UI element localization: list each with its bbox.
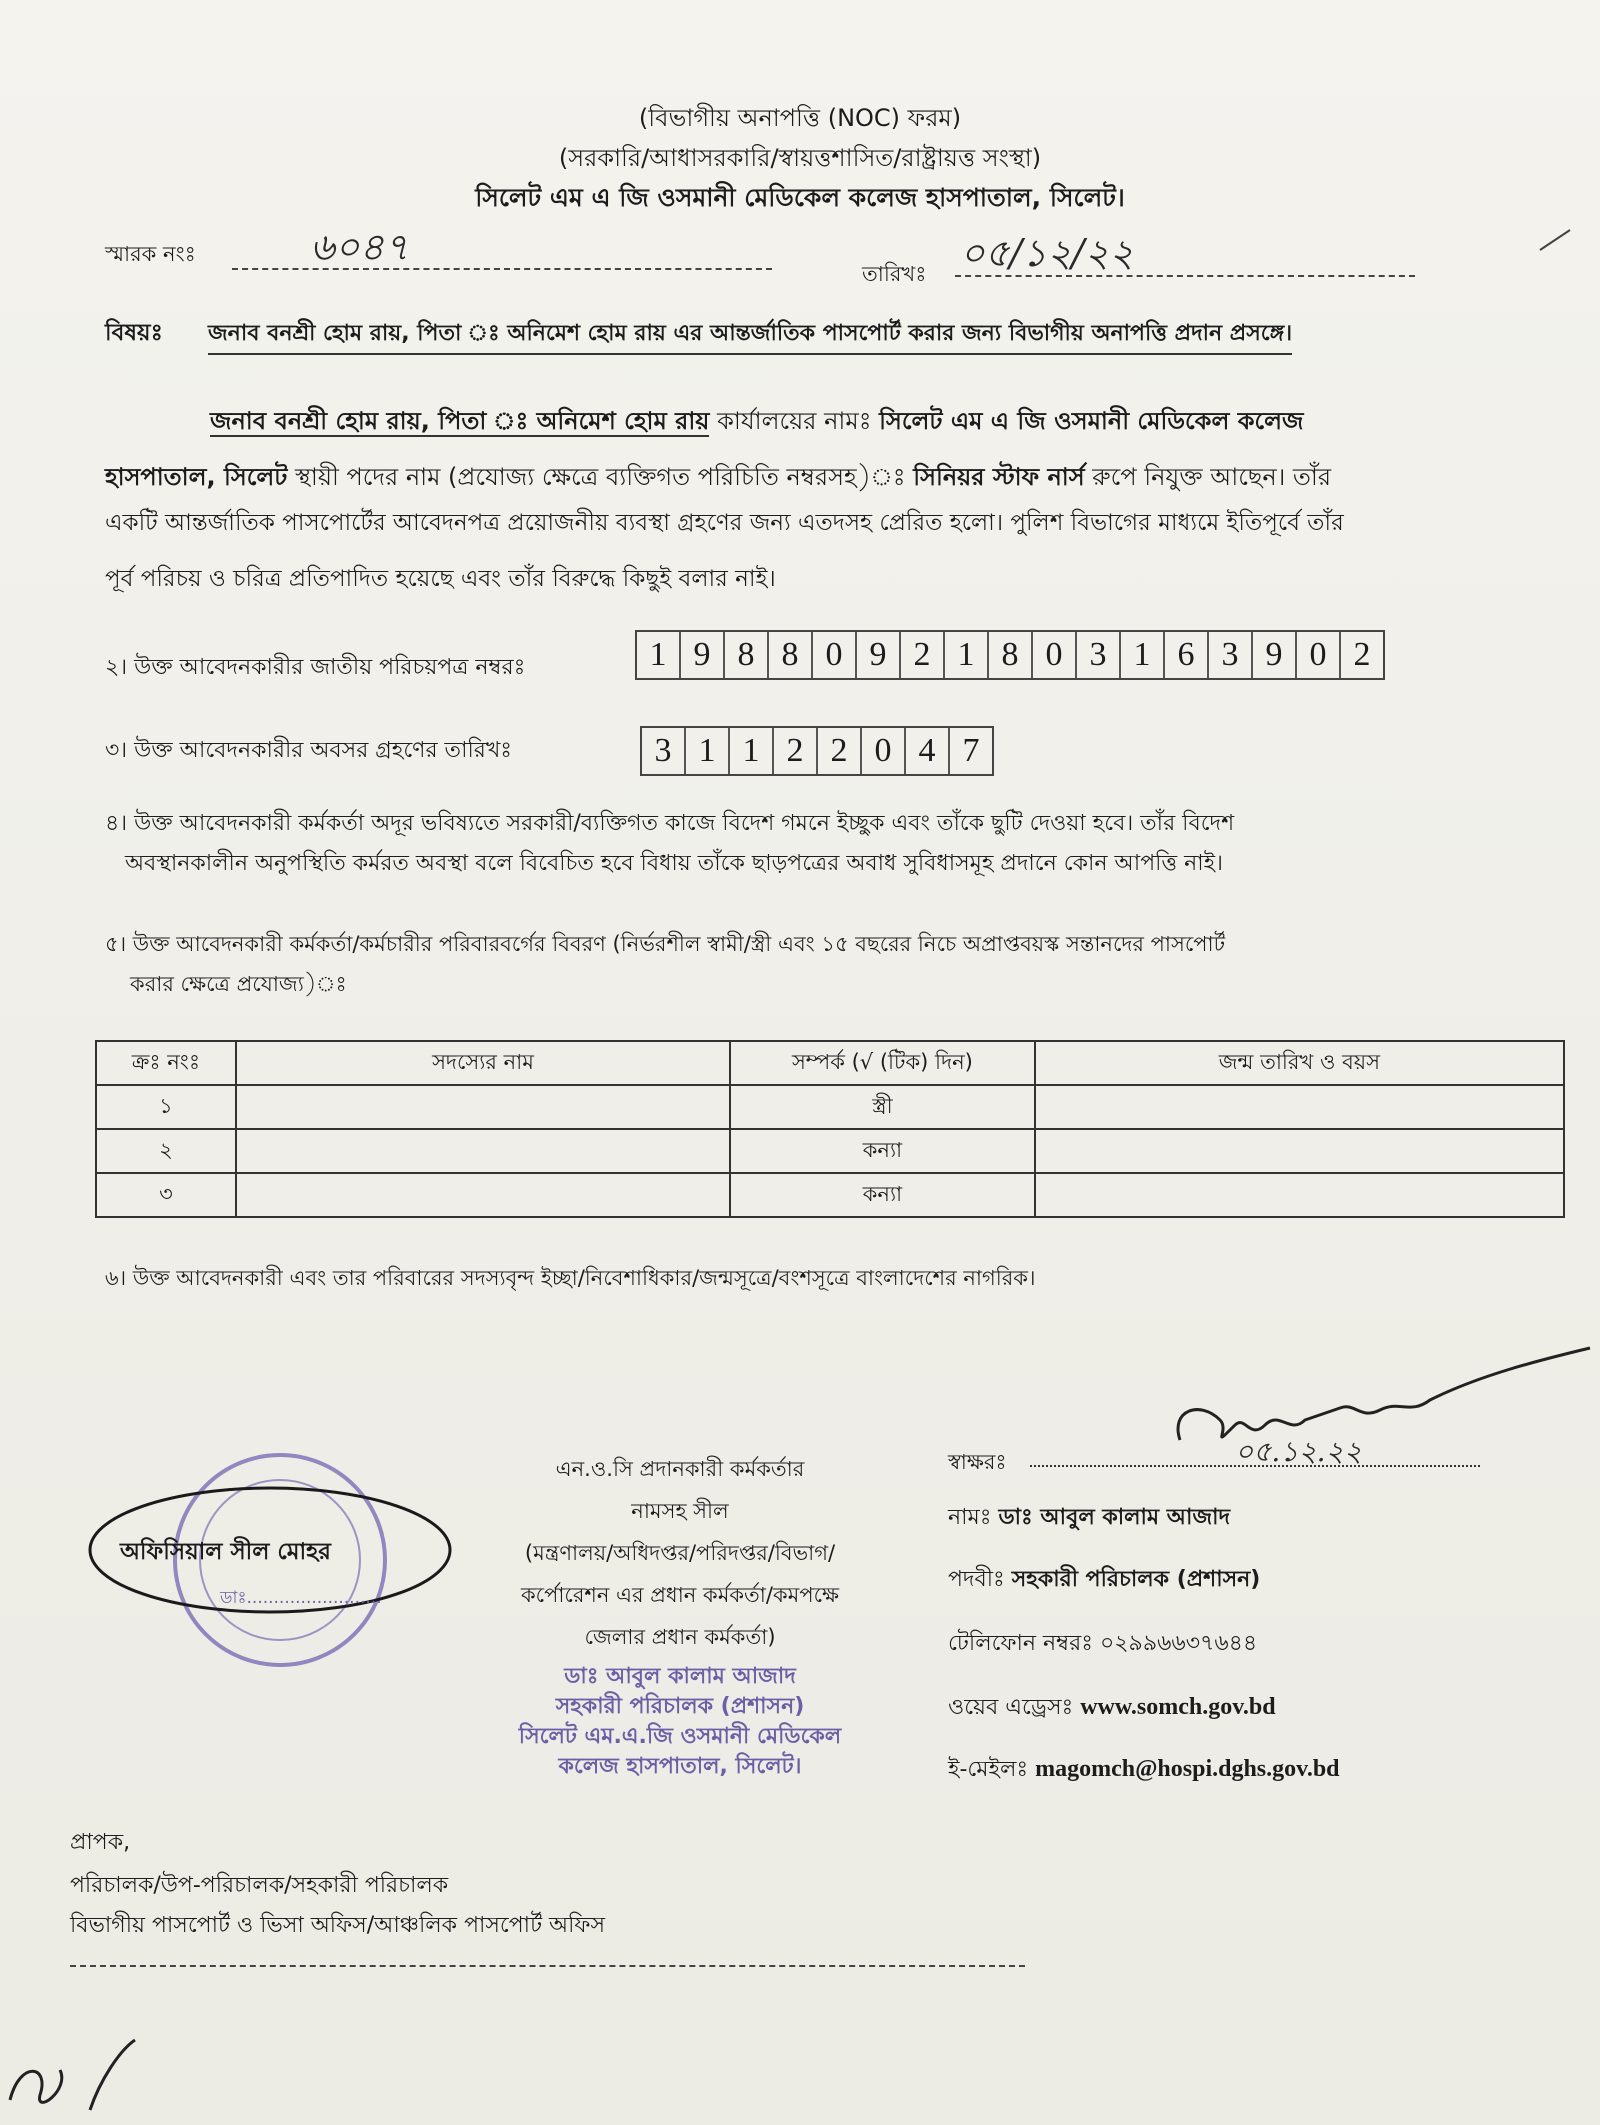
signature-date: ০৫.১২.২২	[1235, 1435, 1362, 1468]
item6-text: ৬। উক্ত আবেদনকারী এবং তার পরিবারের সদস্যবৃন্দ ইচ্ছা/নিবেশাধিকার/জন্মসূত্রে/বংশসূত্রে বাংলাদেশের নাগরিক।	[105, 1266, 1036, 1290]
post-name: সিনিয়র স্টাফ নার্স	[913, 463, 1085, 491]
email-label: ই-মেইলঃ	[948, 1757, 1029, 1782]
item4-line1: ৪। উক্ত আবেদনকারী কর্মকর্তা অদূর ভবিষ্যতে সরকারী/ব্যক্তিগত কাজে বিদেশ গমনে ইচ্ছুক এবং তাঁকে ছুটি দেওয়া হবে। তাঁর বিদেশ	[105, 811, 1235, 836]
memo-label: স্মারক নংঃ	[105, 242, 196, 266]
form-title-line2: (সরকারি/আধাসরকারি/স্বায়ত্তশাসিত/রাষ্ট্রায়ত্ত সংস্থা)	[558, 144, 1042, 172]
web-address: www.somch.gov.bd	[1080, 1694, 1276, 1720]
office-name-part2: হাসপাতাল, সিলেট	[105, 463, 288, 491]
date-label: তারিখঃ	[862, 262, 927, 286]
phone-number: ০২৯৯৬৬৩৭৬৪৪	[1099, 1631, 1258, 1656]
col-relation: সম্পর্ক (√ (টিক) দিন)	[730, 1041, 1035, 1085]
nid-digit: 6	[1165, 632, 1209, 678]
cell-member-name	[236, 1173, 730, 1217]
stamp-line1: ডাঃ আবুল কালাম আজাদ	[564, 1664, 796, 1689]
stamp-line2: সহকারী পরিচালক (প্রশাসন)	[555, 1694, 805, 1719]
officer-seal-block	[470, 1448, 890, 1658]
officer-line3: (মন্ত্রণালয়/অধিদপ্তর/পরিদপ্তর/বিভাগ/	[524, 1541, 836, 1565]
cell-member-name	[236, 1129, 730, 1173]
family-table-header	[96, 1041, 1564, 1085]
table-row	[96, 1085, 1564, 1129]
table-row	[96, 1129, 1564, 1173]
nid-digit: 0	[813, 632, 857, 678]
item5-line2: করার ক্ষেত্রে প্রযোজ্য)ঃ	[130, 972, 347, 996]
officer-title-row	[948, 1562, 1260, 1599]
officer-line5: জেলার প্রধান কর্মকর্তা)	[584, 1625, 776, 1649]
item4-line2: অবস্থানকালীন অনুপস্থিতি কর্মরত অবস্থা বলে বিবেচিত হবে বিধায় তাঁকে ছাড়পত্রের অবাধ সুবিধাসমূহ প্রদানে কোন আপত্তি নাই।	[125, 851, 1223, 876]
retirement-digit: 2	[818, 728, 862, 774]
retirement-label: ৩। উক্ত আবেদনকারীর অবসর গ্রহণের তারিখঃ	[105, 738, 513, 763]
applicant-name: জনাব বনশ্রী হোম রায়, পিতা ঃ অনিমেশ হোম রায়	[210, 407, 710, 435]
office-label: কার্যালয়ের নামঃ	[717, 407, 872, 435]
email-address: magomch@hospi.dghs.gov.bd	[1035, 1756, 1340, 1782]
web-label: ওয়েব এড্রেসঃ	[948, 1695, 1074, 1720]
nid-digit: 0	[1033, 632, 1077, 678]
cell-relation: কন্যা	[730, 1173, 1035, 1217]
nid-digit-boxes	[635, 630, 1385, 680]
cell-birth-date-age	[1035, 1129, 1564, 1173]
subject-text: জনাব বনশ্রী হোম রায়, পিতা ঃ অনিমেশ হোম রায় এর আন্তর্জাতিক পাসপোর্ট করার জন্য বিভাগীয় অনাপত্তি প্রদান প্রসঙ্গে।	[208, 316, 1292, 355]
phone-label: টেলিফোন নম্বরঃ	[948, 1631, 1093, 1656]
nid-digit: 2	[901, 632, 945, 678]
web-row	[948, 1690, 1276, 1727]
cell-serial: ৩	[96, 1173, 236, 1217]
cell-serial: ২	[96, 1129, 236, 1173]
officer-line1: এন.ও.সি প্রদানকারী কর্মকর্তার	[555, 1457, 805, 1481]
office-name-part1: সিলেট এম এ জি ওসমানী মেডিকেল কলেজ	[879, 407, 1304, 435]
retirement-digit: 1	[686, 728, 730, 774]
seal-doctor-line: ডাঃ.........................	[220, 1588, 382, 1608]
table-row	[96, 1173, 1564, 1217]
corner-mark	[1535, 225, 1575, 255]
nid-digit: 9	[857, 632, 901, 678]
recipient-address-line	[70, 1965, 1025, 1967]
col-serial: ক্রঃ নংঃ	[96, 1041, 236, 1085]
official-seal-label: অফিসিয়াল সীল মোহর	[120, 1539, 331, 1565]
retirement-digit: 4	[906, 728, 950, 774]
officer-name: ডাঃ আবুল কালাম আজাদ	[998, 1505, 1231, 1530]
subject-label: বিষয়ঃ	[105, 320, 163, 346]
retirement-digit: 2	[774, 728, 818, 774]
nid-digit: 9	[681, 632, 725, 678]
retirement-digit: 1	[730, 728, 774, 774]
post-tail: রুপে নিযুক্ত আছেন। তাঁর	[1092, 463, 1332, 491]
stamp-line3: সিলেট এম.এ.জি ওসমানী মেডিকেল	[518, 1724, 842, 1749]
cell-relation: স্ত্রী	[730, 1085, 1035, 1129]
memo-date: ০৫/১২/২২	[960, 231, 1134, 275]
post-label: স্থায়ী পদের নাম (প্রযোজ্য ক্ষেত্রে ব্যক্তিগত পরিচিতি নম্বরসহ)ঃ	[294, 463, 906, 491]
cell-birth-date-age	[1035, 1085, 1564, 1129]
cell-relation: কন্যা	[730, 1129, 1035, 1173]
item5-line1: ৫। উক্ত আবেদনকারী কর্মকর্তা/কর্মচারীর পরিবারবর্গের বিবরণ (নির্ভরশীল স্বামী/স্ত্রী এবং ১৫ বছরের নিচে অপ্রাপ্তবয়স্ক সন্তানদের পাসপোর্ট	[105, 932, 1226, 956]
nid-label: ২। উক্ত আবেদনকারীর জাতীয় পরিচয়পত্র নম্বরঃ	[105, 655, 526, 680]
nid-digit: 8	[769, 632, 813, 678]
title-label: পদবীঃ	[948, 1567, 1005, 1592]
nid-digit: 1	[945, 632, 989, 678]
email-row	[948, 1752, 1340, 1789]
officer-line4: কর্পোরেশন এর প্রধান কর্মকর্তা/কমপক্ষে	[520, 1583, 840, 1607]
nid-digit: 1	[1121, 632, 1165, 678]
retirement-digit: 3	[642, 728, 686, 774]
retirement-digit: 7	[962, 732, 980, 769]
retirement-digit-boxes	[640, 726, 994, 776]
retirement-digit: 0	[862, 728, 906, 774]
name-label: নামঃ	[948, 1505, 992, 1530]
cell-serial: ১	[96, 1085, 236, 1129]
recipient-label: প্রাপক,	[70, 1830, 131, 1855]
nid-digit: 8	[725, 632, 769, 678]
nid-digit: 3	[1209, 632, 1253, 678]
paragraph1-line4: পূর্ব পরিচয় ও চরিত্র প্রতিপাদিত হয়েছে এবং তাঁর বিরুদ্ধে কিছুই বলার নাই।	[105, 566, 776, 592]
nid-digit: 0	[1297, 632, 1341, 678]
paragraph1-line1	[210, 394, 1304, 448]
col-member-name: সদস্যের নাম	[236, 1041, 730, 1085]
officer-name-stamp	[480, 1662, 880, 1782]
paragraph1-line3: একটি আন্তর্জাতিক পাসপোর্টের আবেদনপত্র প্রয়োজনীয় ব্যবস্থা গ্রহণের জন্য এতদসহ প্রেরিত হলো। পুলিশ বিভাগের মাধ্যমে ইতিপূর্বে তাঁর	[105, 510, 1344, 536]
officer-name-row	[948, 1500, 1230, 1537]
officer-line2: নামসহ সীল	[631, 1499, 729, 1523]
family-table	[95, 1040, 1565, 1218]
recipient-line1: পরিচালক/উপ-পরিচালক/সহকারী পরিচালক	[70, 1873, 449, 1898]
nid-digit: 9	[1253, 632, 1297, 678]
signature-label: স্বাক্ষরঃ	[948, 1450, 1007, 1474]
memo-number: ৬০৪৭	[310, 225, 409, 269]
recipient-line2: বিভাগীয় পাসপোর্ট ও ভিসা অফিস/আঞ্চলিক পাসপোর্ট অফিস	[70, 1913, 606, 1938]
nid-digit: 1	[637, 632, 681, 678]
col-birth-date-age: জন্ম তারিখ ও বয়স	[1035, 1041, 1564, 1085]
corner-handwriting	[0, 2020, 160, 2120]
phone-row	[948, 1626, 1257, 1663]
form-title-line1: (বিভাগীয় অনাপত্তি (NOC) ফরম)	[638, 104, 962, 132]
nid-digit: 8	[989, 632, 1033, 678]
nid-digit: 3	[1077, 632, 1121, 678]
signature-scribble	[1140, 1330, 1600, 1470]
institution-name: সিলেট এম এ জি ওসমানী মেডিকেল কলেজ হাসপাতাল, সিলেট।	[475, 183, 1125, 212]
officer-title: সহকারী পরিচালক (প্রশাসন)	[1011, 1567, 1261, 1592]
cell-member-name	[236, 1085, 730, 1129]
nid-digit: 2	[1353, 636, 1371, 673]
stamp-line4: কলেজ হাসপাতাল, সিলেট।	[558, 1754, 802, 1779]
cell-birth-date-age	[1035, 1173, 1564, 1217]
